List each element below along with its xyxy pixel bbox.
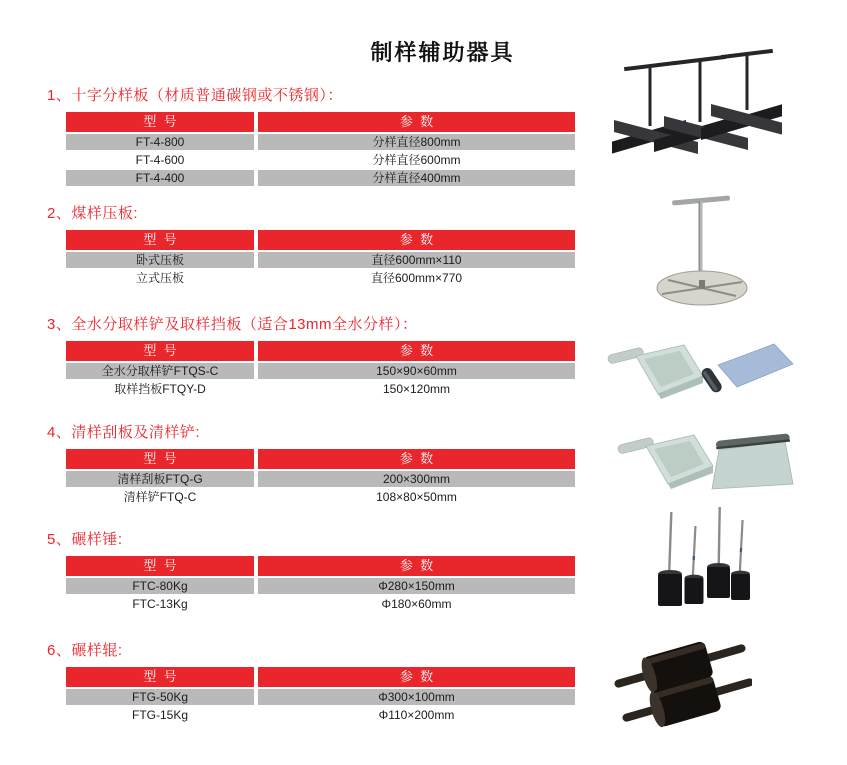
model-cell: FTG-50Kg [66, 689, 254, 705]
section-cleaning-scraper-scoop [45, 423, 580, 505]
section-heading: 5、碾样锤: [47, 531, 123, 548]
page-title: 制样辅助器具 [370, 40, 515, 65]
params-cell: 分样直径600mm [372, 153, 461, 167]
table-row [66, 252, 575, 268]
section-heading: 1、十字分样板（材质普通碳钢或不锈钢）： [47, 87, 343, 104]
table-header-row [66, 230, 575, 250]
spec-table [66, 230, 575, 286]
params-cell: 直径600mm×110 [258, 252, 575, 268]
table-row [66, 689, 575, 705]
table-row [66, 363, 575, 379]
section-sample-roller [45, 641, 580, 723]
col-header-model: 型 号 [66, 341, 254, 361]
model-cell: FT-4-800 [66, 134, 254, 150]
col-header-model: 型 号 [66, 112, 254, 132]
params-cell: 分样直径400mm [258, 170, 575, 186]
table-row [66, 596, 575, 612]
params-cell: Φ300×100mm [258, 689, 575, 705]
model-cell: 取样挡板FTQY-D [114, 382, 206, 396]
model-cell: 立式压板 [135, 271, 184, 285]
params-cell: Φ280×150mm [258, 578, 575, 594]
params-cell: 直径600mm×770 [370, 271, 463, 285]
section-heading: 4、清样刮板及清样铲: [47, 424, 201, 441]
col-header-params: 参 数 [258, 449, 575, 469]
col-header-model: 型 号 [66, 667, 254, 687]
col-header-params: 参 数 [258, 341, 575, 361]
table-row [66, 471, 575, 487]
col-header-params: 参 数 [258, 556, 575, 576]
sample-hammers-photo [646, 504, 754, 618]
sampling-board-photo [700, 344, 793, 394]
model-cell: 全水分取样铲FTQS-C [66, 363, 254, 379]
cleaning-scoop-photo [616, 428, 798, 494]
table-row [66, 152, 575, 168]
table-row [66, 489, 575, 505]
spec-table [66, 112, 575, 186]
params-cell: 150×90×60mm [258, 363, 575, 379]
section-moisture-scoop-board [45, 315, 580, 397]
table-row [66, 707, 575, 723]
col-header-model: 型 号 [66, 230, 254, 250]
params-cell: 200×300mm [258, 471, 575, 487]
table-header-row [66, 667, 575, 687]
section-heading: 6、碾样辊: [47, 642, 123, 659]
spec-table [66, 341, 575, 397]
vertical-press-photo [650, 190, 755, 310]
spec-table [66, 449, 575, 505]
params-cell: Φ180×60mm [381, 597, 452, 611]
table-row [66, 381, 575, 397]
table-header-row [66, 556, 575, 576]
col-header-model: 型 号 [66, 449, 254, 469]
model-cell: 清样刮板FTQ-G [66, 471, 254, 487]
model-cell: FTG-15Kg [131, 708, 188, 722]
table-row [66, 578, 575, 594]
model-cell: FTC-80Kg [66, 578, 254, 594]
model-cell: FTC-13Kg [132, 597, 188, 611]
spec-content [45, 86, 580, 723]
params-cell: 108×80×50mm [376, 490, 457, 504]
table-row [66, 134, 575, 150]
section-sample-hammer [45, 530, 580, 612]
params-cell: Φ110×200mm [378, 708, 455, 722]
section-heading: 2、煤样压板: [47, 205, 139, 222]
table-row [66, 270, 575, 286]
spec-table [66, 667, 575, 723]
col-header-model: 型 号 [66, 556, 254, 576]
col-header-params: 参 数 [258, 667, 575, 687]
table-header-row [66, 449, 575, 469]
model-cell: 卧式压板 [66, 252, 254, 268]
sample-rollers-photo [610, 636, 752, 732]
col-header-params: 参 数 [258, 112, 575, 132]
cleaning-scraper-photo [712, 433, 793, 489]
table-row [66, 170, 575, 186]
section-cross-divider-plate [45, 86, 580, 186]
spec-table [66, 556, 575, 612]
cross-divider-photo [612, 48, 782, 186]
model-cell: FT-4-400 [66, 170, 254, 186]
section-heading: 3、全水分取样铲及取样挡板（适合13mm全水分样）： [47, 316, 418, 333]
params-cell: 150×120mm [382, 382, 451, 396]
section-coal-press-plate [45, 204, 580, 286]
table-header-row [66, 341, 575, 361]
model-cell: FT-4-600 [135, 153, 185, 167]
moisture-scoop-photo [606, 338, 794, 400]
params-cell: 分样直径800mm [258, 134, 575, 150]
model-cell: 清样铲FTQ-C [123, 490, 197, 504]
table-header-row [66, 112, 575, 132]
col-header-params: 参 数 [258, 230, 575, 250]
